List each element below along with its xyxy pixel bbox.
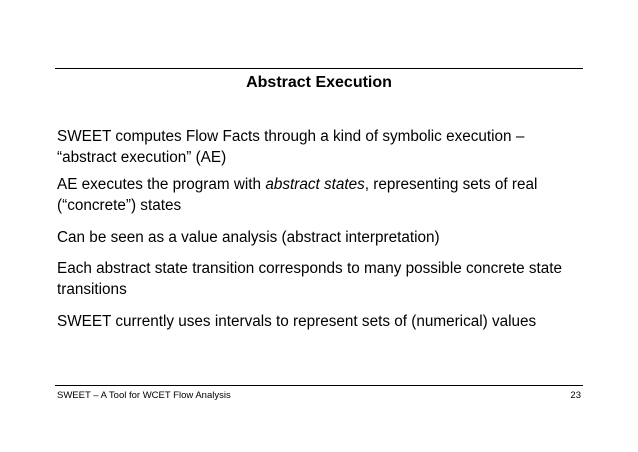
- page-number: 23: [570, 390, 581, 401]
- title-divider-top: [55, 68, 583, 69]
- footer: [57, 390, 581, 402]
- paragraph-abstract-states: [57, 174, 577, 216]
- paragraph-intervals: SWEET currently uses intervals to represent sets of (numerical) values: [57, 313, 537, 330]
- paragraph-state-transitions: Each abstract state transition corresponds to many possible concrete state transitions: [57, 260, 563, 298]
- paragraph-value-analysis: Can be seen as a value analysis (abstract interpretation): [57, 229, 440, 246]
- paragraph-flow-facts: SWEET computes Flow Facts through a kind of symbolic execution – “abstract execution” (AE): [57, 128, 525, 166]
- footer-divider: [55, 385, 583, 386]
- emphasis-text: abstract states: [265, 176, 365, 193]
- slide-title: Abstract Execution: [246, 74, 392, 91]
- paragraph-text: , representing sets of real (“concrete”) states: [57, 176, 538, 214]
- footer-title: SWEET – A Tool for WCET Flow Analysis: [57, 390, 231, 401]
- paragraph-text: AE executes the program with: [57, 176, 266, 193]
